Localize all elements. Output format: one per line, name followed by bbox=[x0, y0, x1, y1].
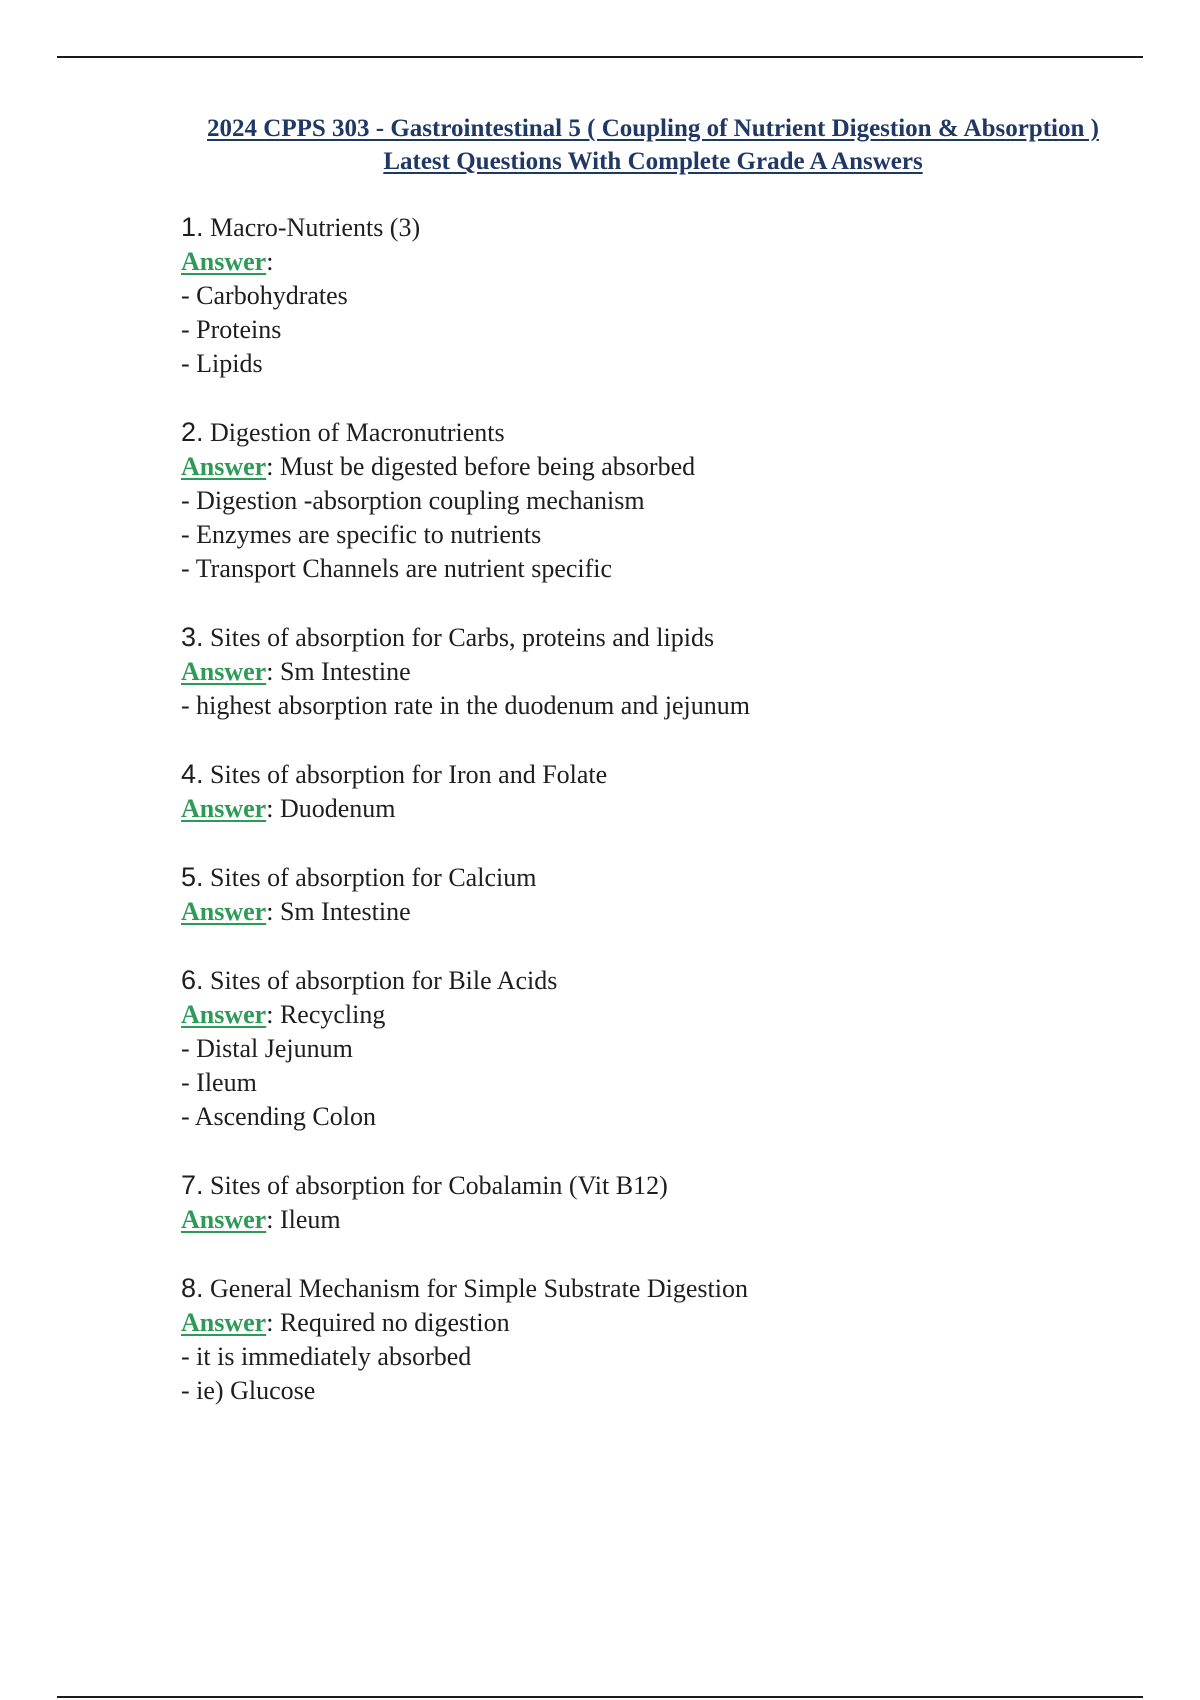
answer-label: Answer bbox=[181, 1308, 267, 1337]
answer-label: Answer bbox=[181, 1000, 267, 1029]
question-line bbox=[181, 210, 1081, 245]
answer-text: : Ileum bbox=[266, 1205, 341, 1234]
question-line bbox=[181, 1271, 1081, 1306]
bottom-rule bbox=[57, 1696, 1143, 1698]
question-number: 8. bbox=[181, 1273, 204, 1303]
question-line bbox=[181, 963, 1081, 998]
answer-text: : Sm Intestine bbox=[266, 897, 411, 926]
question-number: 4. bbox=[181, 759, 204, 789]
question-number: 2. bbox=[181, 417, 204, 447]
answer-bullet: - Lipids bbox=[181, 349, 263, 378]
answer-text: : Recycling bbox=[266, 1000, 386, 1029]
answer-line bbox=[181, 998, 1081, 1032]
top-rule bbox=[57, 56, 1143, 58]
question-text: Sites of absorption for Iron and Folate bbox=[210, 760, 608, 789]
answer-line bbox=[181, 245, 1081, 279]
question-line bbox=[181, 1168, 1081, 1203]
title-line-2: Latest Questions With Complete Grade A Answers bbox=[383, 148, 923, 175]
answer-label: Answer bbox=[181, 794, 267, 823]
question-number: 7. bbox=[181, 1170, 204, 1200]
answer-bullet: - Distal Jejunum bbox=[181, 1034, 353, 1063]
question-list bbox=[181, 210, 1081, 1442]
question-line bbox=[181, 415, 1081, 450]
question-item bbox=[181, 757, 1081, 826]
question-text: Sites of absorption for Carbs, proteins and lipids bbox=[210, 623, 715, 652]
answer-text: : Sm Intestine bbox=[266, 657, 411, 686]
question-item bbox=[181, 963, 1081, 1134]
question-item bbox=[181, 620, 1081, 723]
answer-line bbox=[181, 655, 1081, 689]
answer-bullet: - Digestion -absorption coupling mechanism bbox=[181, 486, 645, 515]
question-text: Digestion of Macronutrients bbox=[210, 418, 505, 447]
question-item bbox=[181, 210, 1081, 381]
answer-bullet: - Carbohydrates bbox=[181, 281, 348, 310]
answer-bullet: - Enzymes are specific to nutrients bbox=[181, 520, 542, 549]
answer-bullet: - Proteins bbox=[181, 315, 282, 344]
answer-line bbox=[181, 1203, 1081, 1237]
answer-bullet: - Ileum bbox=[181, 1068, 257, 1097]
document-title bbox=[180, 112, 1126, 178]
answer-text: : bbox=[266, 247, 274, 276]
answer-line bbox=[181, 450, 1081, 484]
question-line bbox=[181, 860, 1081, 895]
title-line-1: 2024 CPPS 303 - Gastrointestinal 5 ( Coupling of Nutrient Digestion & Absorption ) bbox=[207, 115, 1099, 142]
question-text: Macro-Nutrients (3) bbox=[210, 213, 421, 242]
answer-bullet: - ie) Glucose bbox=[181, 1376, 316, 1405]
question-item bbox=[181, 415, 1081, 586]
question-text: Sites of absorption for Cobalamin (Vit B12) bbox=[210, 1171, 668, 1200]
answer-text: : Required no digestion bbox=[266, 1308, 510, 1337]
answer-label: Answer bbox=[181, 657, 267, 686]
answer-bullet: - highest absorption rate in the duodenum and jejunum bbox=[181, 691, 750, 720]
question-number: 5. bbox=[181, 862, 204, 892]
question-number: 1. bbox=[181, 212, 204, 242]
answer-text: : Must be digested before being absorbed bbox=[266, 452, 696, 481]
question-item bbox=[181, 1271, 1081, 1408]
question-text: General Mechanism for Simple Substrate Digestion bbox=[210, 1274, 748, 1303]
answer-label: Answer bbox=[181, 247, 267, 276]
question-line bbox=[181, 620, 1081, 655]
question-number: 3. bbox=[181, 622, 204, 652]
question-line bbox=[181, 757, 1081, 792]
question-number: 6. bbox=[181, 965, 204, 995]
question-text: Sites of absorption for Calcium bbox=[210, 863, 537, 892]
question-item bbox=[181, 860, 1081, 929]
answer-label: Answer bbox=[181, 897, 267, 926]
answer-bullet: - Ascending Colon bbox=[181, 1102, 376, 1131]
answer-line bbox=[181, 1306, 1081, 1340]
answer-label: Answer bbox=[181, 452, 267, 481]
question-item bbox=[181, 1168, 1081, 1237]
answer-text: : Duodenum bbox=[266, 794, 396, 823]
answer-bullet: - Transport Channels are nutrient specific bbox=[181, 554, 613, 583]
answer-bullet: - it is immediately absorbed bbox=[181, 1342, 472, 1371]
answer-line bbox=[181, 895, 1081, 929]
question-text: Sites of absorption for Bile Acids bbox=[210, 966, 558, 995]
answer-label: Answer bbox=[181, 1205, 267, 1234]
answer-line bbox=[181, 792, 1081, 826]
